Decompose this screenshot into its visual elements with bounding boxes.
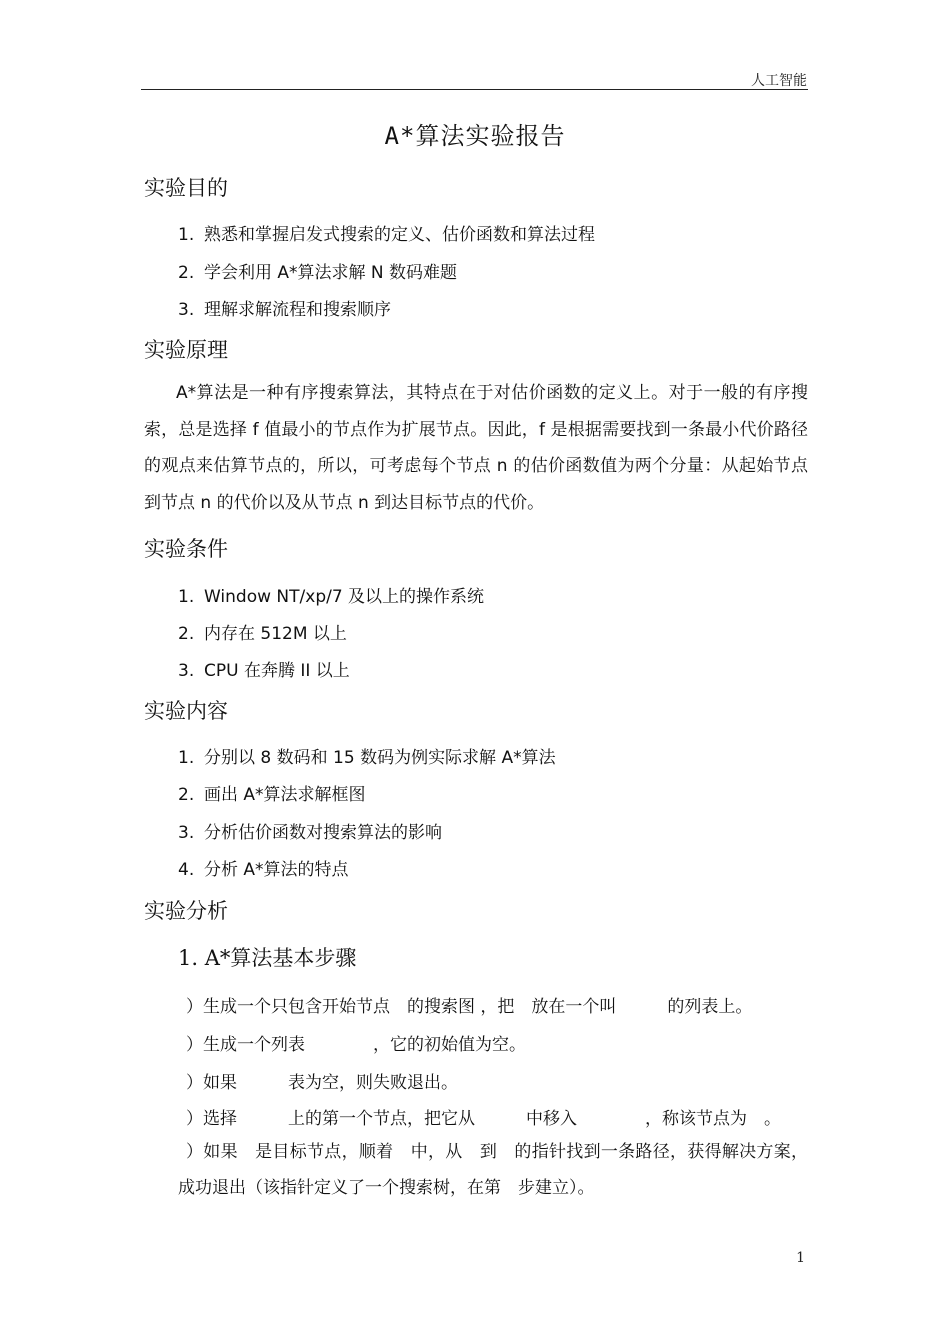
list-item: 2. 内存在 512M 以上 — [178, 624, 347, 644]
section-heading-conditions: 实验条件 — [144, 537, 228, 561]
list-item: 1. Window NT/xp/7 及以上的操作系统 — [178, 587, 485, 607]
section-heading-analysis: 实验分析 — [144, 899, 228, 923]
principle-paragraph: A*算法是一种有序搜索算法，其特点在于对估价函数的定义上。对于一般的有序搜索，总是选择 f 值最小的节点作为扩展节点。因此，f 是根据需要找到一条最小代价路径的观点来估算节点的，所以，可考虑每个节点 n 的估价函数值为两个分量：从起始节点到节点 n 的代价以及从节点 n 到达目标节点的代价。 — [144, 383, 808, 513]
section-heading-principle: 实验原理 — [144, 338, 228, 362]
list-item: 3. 分析估价函数对搜索算法的影响 — [178, 823, 442, 843]
list-item: 3. 理解求解流程和搜索顺序 — [178, 300, 391, 320]
running-header: 人工智能 — [751, 73, 807, 89]
step-line: ）生成一个只包含开始节点 的搜索图 ，把 放在一个叫 的列表上。 — [186, 997, 753, 1017]
step-line: ）选择 上的第一个节点，把它从 中移入 ，称该节点为 。 — [186, 1109, 781, 1129]
list-item: 1. 分别以 8 数码和 15 数码为例实际求解 A*算法 — [178, 748, 556, 768]
section-heading-purpose: 实验目的 — [144, 176, 228, 200]
subheading-astar-steps: 1. A*算法基本步骤 — [178, 946, 357, 970]
header-rule — [141, 89, 808, 90]
step-line: ）如果 表为空，则失败退出。 — [186, 1073, 458, 1093]
list-item: 1. 熟悉和掌握启发式搜索的定义、估价函数和算法过程 — [178, 225, 595, 245]
list-item: 2. 画出 A*算法求解框图 — [178, 785, 366, 805]
page-number: 1 — [796, 1250, 805, 1266]
step-line: ）生成一个列表 ，它的初始值为空。 — [186, 1035, 526, 1055]
document-title: A*算法实验报告 — [384, 122, 566, 150]
list-item: 3. CPU 在奔腾 II 以上 — [178, 661, 350, 681]
list-item: 2. 学会利用 A*算法求解 N 数码难题 — [178, 263, 458, 283]
section-heading-content: 实验内容 — [144, 699, 228, 723]
step-paragraph: ）如果 是目标节点，顺着 中，从 到 的指针找到一条路径，获得解决方案，成功退出（该指针定义了一个搜索树，在第 步建立）。 — [178, 1142, 808, 1198]
list-item: 4. 分析 A*算法的特点 — [178, 860, 349, 880]
